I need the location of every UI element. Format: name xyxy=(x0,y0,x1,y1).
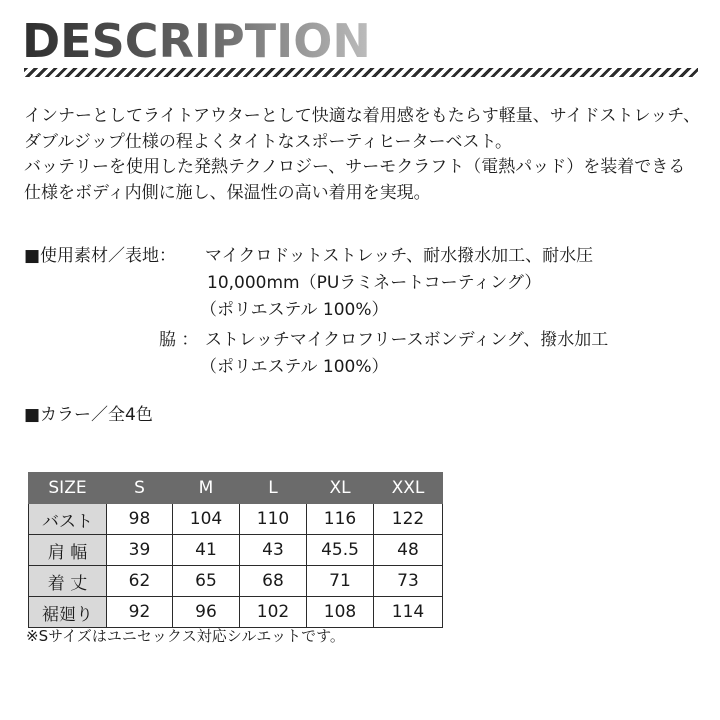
side-material-label: 脇 ： xyxy=(159,330,199,350)
table-cell: 92 xyxy=(107,597,173,628)
table-row xyxy=(29,597,443,628)
row-label: 着 丈 xyxy=(29,566,107,597)
table-cell: 102 xyxy=(240,597,307,628)
section-heading: DESCRIPTION xyxy=(22,14,371,68)
description-line: 仕様をボディ内側に施し、保温性の高い着用を実現。 xyxy=(24,182,431,203)
size-table xyxy=(28,472,443,628)
table-row xyxy=(29,504,443,535)
outer-material-line: マイクロドットストレッチ、耐水撥水加工、耐水圧 xyxy=(205,246,594,266)
table-row xyxy=(29,566,443,597)
table-cell: 110 xyxy=(240,504,307,535)
outer-material-composition: （ポリエステル 100%） xyxy=(200,300,389,320)
row-label: 肩 幅 xyxy=(29,535,107,566)
table-cell: 108 xyxy=(307,597,374,628)
size-header-cell: XL xyxy=(307,473,374,504)
outer-material-line: 10,000mm（PUラミネートコーティング） xyxy=(207,273,542,293)
table-cell: 41 xyxy=(173,535,240,566)
color-count: ■カラー／全4色 xyxy=(24,405,153,425)
table-cell: 96 xyxy=(173,597,240,628)
side-material-line: ストレッチマイクロフリースボンディング、撥水加工 xyxy=(205,330,609,350)
table-cell: 45.5 xyxy=(307,535,374,566)
size-header-cell: S xyxy=(107,473,173,504)
description-line: インナーとしてライトアウターとして快適な着用感をもたらす軽量、サイドストレッチ、 xyxy=(24,106,701,126)
size-header-cell: XXL xyxy=(374,473,443,504)
table-cell: 48 xyxy=(374,535,443,566)
size-header-cell: SIZE xyxy=(29,473,107,504)
table-cell: 39 xyxy=(107,535,173,566)
materials-label: ■使用素材／表地： xyxy=(24,246,177,266)
description-line: ダブルジップ仕様の程よくタイトなスポーティヒーターベスト。 xyxy=(24,131,512,152)
table-cell: 65 xyxy=(173,566,240,597)
striped-divider xyxy=(24,68,698,77)
table-cell: 122 xyxy=(374,504,443,535)
size-header-row xyxy=(29,473,443,504)
description-paragraph xyxy=(24,104,704,206)
side-material-composition: （ポリエステル 100%） xyxy=(200,357,389,377)
table-cell: 62 xyxy=(107,566,173,597)
row-label: バスト xyxy=(29,504,107,535)
size-note: ※Sサイズはユニセックス対応シルエットです。 xyxy=(26,627,345,645)
size-header-cell: L xyxy=(240,473,307,504)
table-cell: 43 xyxy=(240,535,307,566)
table-cell: 116 xyxy=(307,504,374,535)
row-label: 裾廻り xyxy=(29,597,107,628)
table-row xyxy=(29,535,443,566)
table-cell: 114 xyxy=(374,597,443,628)
description-line: バッテリーを使用した発熱テクノロジー、サーモクラフト（電熱パッド）を装着できる xyxy=(24,157,686,177)
table-cell: 98 xyxy=(107,504,173,535)
table-cell: 68 xyxy=(240,566,307,597)
size-header-cell: M xyxy=(173,473,240,504)
table-cell: 73 xyxy=(374,566,443,597)
table-cell: 104 xyxy=(173,504,240,535)
table-cell: 71 xyxy=(307,566,374,597)
